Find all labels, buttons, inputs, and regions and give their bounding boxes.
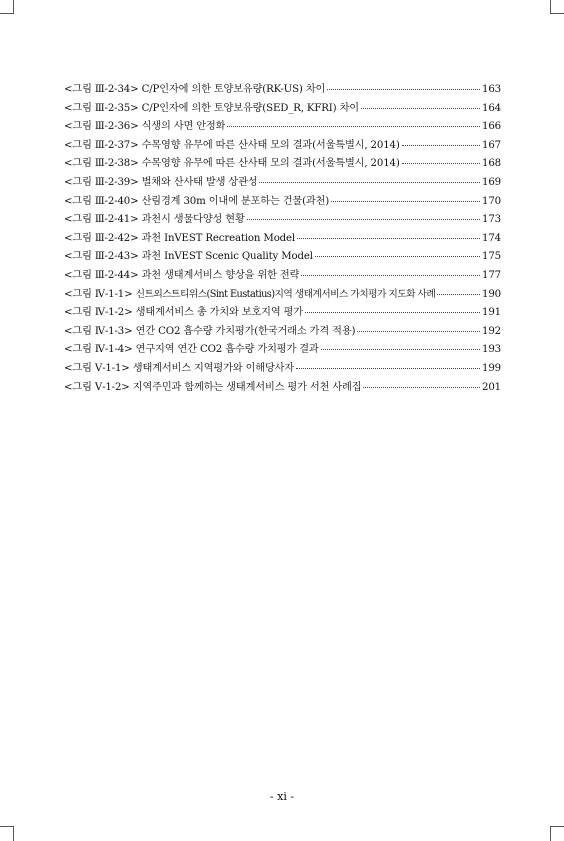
list-item[interactable] xyxy=(64,285,501,304)
figure-title: 생태계서비스 지역평가와 이해당사자 xyxy=(132,362,295,374)
list-item[interactable] xyxy=(64,154,501,173)
page-number: 199 xyxy=(482,362,501,374)
list-item[interactable] xyxy=(64,229,501,248)
dot-leader xyxy=(315,256,480,257)
list-item[interactable] xyxy=(64,378,501,397)
page-number: 191 xyxy=(482,307,501,319)
figure-title: 지역주민과 함께하는 생태계서비스 평가 서천 사례집 xyxy=(132,381,362,393)
list-item[interactable] xyxy=(64,266,501,285)
crop-mark-bottom-right xyxy=(550,826,564,841)
dot-leader xyxy=(327,89,480,90)
page-number: 170 xyxy=(482,195,501,207)
figure-label: <그림 Ⅲ-2-36> xyxy=(64,121,139,133)
figure-label: <그림 Ⅲ-2-34> xyxy=(64,84,139,95)
dot-leader xyxy=(437,294,480,295)
figure-title: 수목영향 유무에 따른 산사태 모의 결과(서울특별시, 2014) xyxy=(141,139,400,151)
figure-title: 연간 CO2 흡수량 가치평가(한국거래소 가격 적용) xyxy=(135,325,356,337)
figure-label: <그림 Ⅳ-1-3> xyxy=(64,325,133,337)
dot-leader xyxy=(301,275,480,276)
list-item[interactable] xyxy=(64,303,501,322)
crop-mark-top-right xyxy=(550,0,564,14)
figure-title: 벌채와 산사태 발생 상관성 xyxy=(141,176,258,188)
list-item[interactable] xyxy=(64,80,501,99)
figure-label: <그림 Ⅴ-1-2> xyxy=(64,381,130,393)
list-item[interactable] xyxy=(64,136,501,155)
page-number: 177 xyxy=(482,269,501,281)
list-item[interactable] xyxy=(64,192,501,211)
figure-title: 생태계서비스 총 가치와 보호지역 평가 xyxy=(135,307,304,319)
figure-label: <그림 Ⅳ-1-2> xyxy=(64,307,133,319)
page-number: 164 xyxy=(482,102,501,114)
dot-leader xyxy=(361,108,480,109)
dot-leader xyxy=(259,182,480,183)
list-item[interactable] xyxy=(64,117,501,136)
page-number: 173 xyxy=(482,214,501,226)
figure-title: 산림경계 30m 이내에 분포하는 건물(과천) xyxy=(141,195,330,207)
dot-leader xyxy=(297,238,480,239)
figure-label: <그림 Ⅲ-2-35> xyxy=(64,102,139,114)
figure-label: <그림 Ⅲ-2-38> xyxy=(64,158,139,170)
page-number: 169 xyxy=(482,176,501,188)
figure-title: 수목영향 유무에 따른 산사태 모의 결과(서울특별시, 2014) xyxy=(141,158,400,170)
page-number: 174 xyxy=(482,232,501,244)
dot-leader xyxy=(296,368,480,369)
figure-title: 과천 InVEST Scenic Quality Model xyxy=(141,251,313,263)
list-item[interactable] xyxy=(64,210,501,229)
list-item[interactable] xyxy=(64,340,501,359)
page-number: 193 xyxy=(482,344,501,356)
dot-leader xyxy=(357,331,480,332)
figure-title: 과천시 생물다양성 현황 xyxy=(141,214,245,226)
figure-label: <그림 Ⅲ-2-40> xyxy=(64,195,139,207)
figure-label: <그림 Ⅳ-1-1> xyxy=(64,288,133,300)
figure-list xyxy=(64,80,501,396)
figure-label: <그림 Ⅲ-2-39> xyxy=(64,176,139,188)
figure-label: <그림 Ⅴ-1-1> xyxy=(64,362,130,374)
page-number: 166 xyxy=(482,121,501,133)
page-number: 175 xyxy=(482,251,501,263)
dot-leader xyxy=(402,145,480,146)
list-item[interactable] xyxy=(64,99,501,118)
figure-title: 과천 InVEST Recreation Model xyxy=(141,232,296,244)
dot-leader xyxy=(321,349,480,350)
list-item[interactable] xyxy=(64,322,501,341)
page-footer-number: - xi - xyxy=(269,790,295,803)
page-number: 201 xyxy=(482,381,501,393)
page-number: 167 xyxy=(482,139,501,151)
dot-leader xyxy=(331,201,480,202)
dot-leader xyxy=(227,126,480,127)
page-number: 168 xyxy=(482,158,501,170)
figure-label: <그림 Ⅲ-2-37> xyxy=(64,139,139,151)
figure-label: <그림 Ⅲ-2-41> xyxy=(64,214,139,226)
page-number: 190 xyxy=(482,288,501,300)
dot-leader xyxy=(305,312,480,313)
figure-label: <그림 Ⅲ-2-42> xyxy=(64,232,139,244)
figure-title: 연구지역 연간 CO2 흡수량 가치평가 결과 xyxy=(135,344,319,356)
dot-leader xyxy=(363,387,480,388)
figure-label: <그림 Ⅲ-2-43> xyxy=(64,251,139,263)
page-number: 163 xyxy=(482,84,501,95)
crop-mark-bottom-left xyxy=(0,826,14,841)
figure-title: 식생의 사면 안정화 xyxy=(141,121,226,133)
page-number: 192 xyxy=(482,325,501,337)
figure-title: 과천 생태계서비스 향상을 위한 전략 xyxy=(141,269,300,281)
list-item[interactable] xyxy=(64,359,501,378)
dot-leader xyxy=(247,219,480,220)
figure-title: C/P인자에 의한 토양보유량(SED_R, KFRI) 차이 xyxy=(141,102,359,114)
figure-title: 신트외스트티위스(Sint Eustatius)지역 생태계서비스 가치평가 지도화 사례 xyxy=(135,288,436,300)
dot-leader xyxy=(402,163,480,164)
figure-label: <그림 Ⅲ-2-44> xyxy=(64,269,139,281)
crop-mark-top-left xyxy=(0,0,14,14)
figure-title: C/P인자에 의한 토양보유량(RK-US) 차이 xyxy=(141,84,326,95)
figure-label: <그림 Ⅳ-1-4> xyxy=(64,344,133,356)
list-item[interactable] xyxy=(64,247,501,266)
list-item[interactable] xyxy=(64,173,501,192)
